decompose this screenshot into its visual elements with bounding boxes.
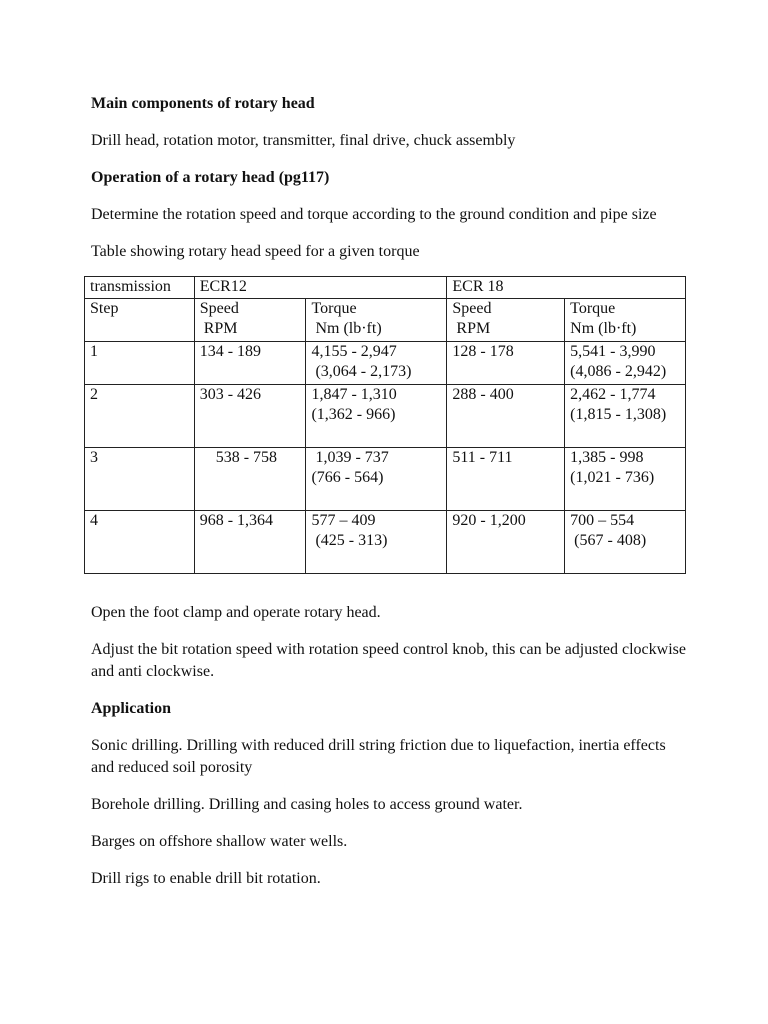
- table-cell: [565, 342, 686, 385]
- cell-line: 538 - 758: [199, 449, 278, 466]
- heading-operation: [91, 167, 691, 189]
- table-cell: [194, 342, 306, 385]
- table-top-header-row: [85, 277, 686, 299]
- cell-line: 577 – 409: [311, 512, 376, 529]
- cell-line: 1: [90, 343, 98, 360]
- table-cell: [447, 385, 565, 448]
- table-cell: [565, 448, 686, 511]
- table-cell: [447, 448, 565, 511]
- cell-line: 968 - 1,364: [199, 512, 274, 529]
- table-cell: [85, 342, 195, 385]
- table-header-cell: [306, 299, 447, 342]
- cell-line: Nm (lb·ft): [311, 320, 382, 337]
- table-cell: [565, 511, 686, 574]
- heading-main-components: Main components of rotary head: [91, 95, 315, 112]
- table-cell: [85, 448, 195, 511]
- table-caption: Table showing rotary head speed for a given torque: [91, 243, 420, 260]
- table-header-cell: ECR 18: [447, 277, 686, 299]
- table-cell: [565, 385, 686, 448]
- cell-line: 128 - 178: [452, 343, 514, 360]
- cell-line: (766 - 564): [311, 469, 384, 486]
- table-cell: [194, 511, 306, 574]
- app-borehole: Borehole drilling. Drilling and casing holes to access ground water.: [91, 796, 523, 813]
- cell-line: Torque: [570, 300, 616, 317]
- cell-line: Torque: [311, 300, 357, 317]
- cell-line: 4,155 - 2,947: [311, 343, 397, 360]
- cell-line: 2,462 - 1,774: [570, 386, 656, 403]
- table-cell: [306, 511, 447, 574]
- table-cell: [306, 448, 447, 511]
- cell-line: (4,086 - 2,942): [570, 363, 667, 380]
- components-text: Drill head, rotation motor, transmitter, final drive, chuck assembly: [91, 132, 516, 149]
- cell-line: Step: [90, 300, 119, 317]
- app-rigs: Drill rigs to enable drill bit rotation.: [91, 870, 321, 887]
- app-barges: Barges on offshore shallow water wells.: [91, 833, 348, 850]
- cell-line: Nm (lb·ft): [570, 320, 637, 337]
- table-sub-header-row: [85, 299, 686, 342]
- cell-line: Speed: [199, 300, 239, 317]
- cell-line: 2: [90, 386, 98, 403]
- para-open-clamp: Open the foot clamp and operate rotary head.: [91, 604, 381, 621]
- cell-line: 1,847 - 1,310: [311, 386, 397, 403]
- rotary-head-table: [84, 276, 686, 574]
- table-header-cell: ECR12: [194, 277, 447, 299]
- cell-line: (3,064 - 2,173): [311, 363, 412, 380]
- heading-operation-text: Operation of a rotary head (pg117): [91, 169, 330, 186]
- cell-line: RPM: [199, 320, 238, 337]
- table-cell: [85, 511, 195, 574]
- cell-line: (1,021 - 736): [570, 469, 655, 486]
- table-row: [85, 385, 686, 448]
- cell-line: (1,815 - 1,308): [570, 406, 667, 423]
- table-cell: [447, 511, 565, 574]
- operation-text: Determine the rotation speed and torque according to the ground condition and pipe size: [91, 206, 657, 223]
- table-cell: [447, 342, 565, 385]
- table-header-cell: [565, 299, 686, 342]
- table-cell: [306, 385, 447, 448]
- cell-line: 700 – 554: [570, 512, 635, 529]
- cell-line: 134 - 189: [199, 343, 262, 360]
- cell-line: (1,362 - 966): [311, 406, 396, 423]
- table-header-cell: [85, 299, 195, 342]
- app-sonic: Sonic drilling. Drilling with reduced drill string friction due to liquefaction, inertia effects and reduced soil porosity: [91, 737, 666, 776]
- cell-line: (425 - 313): [311, 532, 388, 549]
- document-page: [91, 93, 691, 905]
- heading-application: Application: [91, 700, 172, 717]
- cell-line: Speed: [452, 300, 492, 317]
- cell-line: 1,039 - 737: [311, 449, 389, 466]
- cell-line: 1,385 - 998: [570, 449, 644, 466]
- cell-line: 920 - 1,200: [452, 512, 526, 529]
- cell-line: 3: [90, 449, 98, 466]
- cell-line: 5,541 - 3,990: [570, 343, 656, 360]
- cell-line: 303 - 426: [199, 386, 262, 403]
- table-cell: [194, 448, 306, 511]
- cell-line: 288 - 400: [452, 386, 514, 403]
- cell-line: RPM: [452, 320, 491, 337]
- table-cell: [85, 385, 195, 448]
- table-header-cell: transmission: [85, 277, 195, 299]
- table-row: [85, 342, 686, 385]
- table-header-cell: [447, 299, 565, 342]
- table-row: [85, 511, 686, 574]
- cell-line: 4: [90, 512, 98, 529]
- para-adjust-speed: Adjust the bit rotation speed with rotation speed control knob, this can be adjusted clockwise and anti clockwise.: [91, 641, 686, 680]
- table-row: [85, 448, 686, 511]
- cell-line: (567 - 408): [570, 532, 647, 549]
- table-header-cell: [194, 299, 306, 342]
- cell-line: 511 - 711: [452, 449, 513, 466]
- table-cell: [194, 385, 306, 448]
- table-cell: [306, 342, 447, 385]
